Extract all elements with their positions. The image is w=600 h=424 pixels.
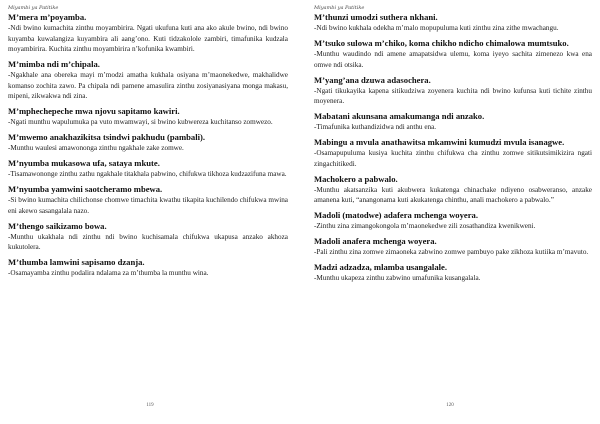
proverb-meaning: -Si bwino kumachita chilichonse chomwe timachita kwathu tikapita kuchilendo chifukwa mwina eni akewo sasangalala nazo. [8,196,288,215]
proverb-entry [314,137,592,169]
proverb-meaning: -Munthu ukapeza zinthu zabwino umafunika kusangalala. [314,274,481,282]
proverb-entry [8,184,288,216]
proverb-meaning: -Munthu ukakhala ndi zinthu ndi bwino kuchisamala chifukwa ukapusa anzako akhoza kukutolera. [8,232,288,251]
proverb-meaning: -Ngati munthu wapulumuka pa vuto mwamwayi, si bwino kubwereza kuchitanso zomwezo. [8,118,273,126]
proverb-text: Mabingu a mvula anathawitsa mkamwini kumudzi mvula isanagwe. [314,137,565,147]
proverb-entry [314,75,592,107]
proverb-text: M’mphechepeche mwa njovu sapitamo kawiri. [8,106,180,116]
right-page [300,0,600,424]
running-header: Miyambi ya Patitike [8,5,59,11]
proverb-meaning: -Munthu akatsanzika kuti akubwera kukatenga chinachake ndiyeno osabweranso, anzake amanena kuti, “anangonama kuti akukatenga chinthu, anali machokero a pabwalo.” [314,185,592,204]
proverb-text: Madoli (matodwe) adafera mchenga woyera. [314,210,478,220]
proverb-meaning: -Ndi bwino kumachita zinthu moyambirira. Ngati ukufuna kuti ana ako akule bwino, ndi bwino kuyamba kuwalangiza kuyambira ali aang’ono. Kuti tidzakolole zambiri, timafunika kudzala moyambirira. Kuchita zinthu moyambirira n’kofunika kwambiri. [8,24,288,53]
proverb-entry [8,12,288,55]
proverb-meaning: -Ngati tikukayika kapena sitikudziwa zoyenera kuchita ndi bwino kufunsa kuti tichite zinthu moyenera. [314,86,592,105]
proverb-meaning: -Zinthu zina zimangokongola m’maonekedwe zili zosathandiza kwenikweni. [314,222,536,230]
proverb-text: M’nyumba yamwini saotcheramo mbewa. [8,184,163,194]
proverb-entry [314,38,592,70]
proverb-text: M’thengo saikizamo bowa. [8,220,107,231]
proverb-text: M’mimba ndi m’chipala. [8,59,100,69]
proverb-meaning: -Timafunika kuthandizidwa ndi anthu ena. [314,123,437,131]
proverb-text: M’mera m’poyamba. [8,12,87,22]
proverb-meaning: -Osamapupuluma kusiya kuchita zinthu chifukwa cha zinthu zomwe sitikutsimikizira ngati zingachitikedi. [314,149,592,168]
proverb-entry [8,59,288,102]
proverb-text: M’tsuko sulowa m’chiko, koma chikho ndicho chimalowa mumtsuko. [314,38,569,48]
proverb-entry [314,210,592,232]
proverb-text: M’thunzi umodzi suthera nkhani. [314,12,438,22]
proverb-text: M’nyumba mukasowa ufa, sataya mkute. [8,158,160,168]
proverb-list [8,12,288,279]
proverb-entry [314,262,592,284]
proverb-entry [8,158,288,180]
page-number: 120 [446,403,454,408]
proverb-entry [8,106,288,128]
proverb-entry [8,221,288,253]
proverb-meaning: -Ngakhale ana obereka mayi m’modzi amatha kukhala osiyana m’maonekedwe, makhalidwe komanso zochita zawo. Pa chipala ndi pamene amasulira zinthu zosiyanasiyana monga makasu, mipeni, zikwakwa ndi zina. [8,71,288,100]
proverb-list [314,12,592,284]
proverb-meaning: -Munthu waulesi amawononga zinthu ngakhale zake zomwe. [8,144,184,152]
proverb-entry [314,12,592,34]
proverb-entry [314,111,592,133]
proverb-text: M’yang’ana dzuwa adasochera. [314,74,431,85]
proverb-meaning: -Pali zinthu zina zomwe zimaoneka zabwino zomwe pambuyo pake zikhoza kutiika m’mavuto. [314,248,589,256]
proverb-meaning: -Tisamawononge zinthu zathu ngakhale titakhala pabwino, chifukwa tikhoza kudzazifuna mawa. [8,170,287,178]
page-number: 119 [146,403,154,408]
proverb-text: M’thumba lamwini sapisamo dzanja. [8,257,145,267]
proverb-text: M’mwemo anakhazikitsa tsindwi pakhudu (pambali). [8,132,205,142]
proverb-text: Madoli anafera mchenga woyera. [314,236,437,246]
proverb-meaning: -Munthu waudindo ndi amene amapatsidwa ulemu, koma iyeyo sachita zimenezo kwa ena omwe ndi otsika. [314,50,592,69]
proverb-text: Madzi adzadza, mlamba usangalale. [314,262,447,272]
proverb-meaning: -Ndi bwino kukhala odekha m’malo mopupuluma kuti zinthu zina zithe mwachangu. [314,24,559,32]
proverb-entry [8,257,288,279]
proverb-meaning: -Osamayamba zinthu podalira ndalama za m’thumba la munthu wina. [8,269,209,277]
proverb-entry [8,132,288,154]
proverb-text: Machokero a pabwalo. [314,173,398,184]
proverb-entry [314,174,592,206]
proverb-text: Mabatani akunsana amakumanga ndi anzako. [314,111,485,121]
proverb-entry [314,236,592,258]
running-header: Miyambi ya Patitike [314,5,365,11]
